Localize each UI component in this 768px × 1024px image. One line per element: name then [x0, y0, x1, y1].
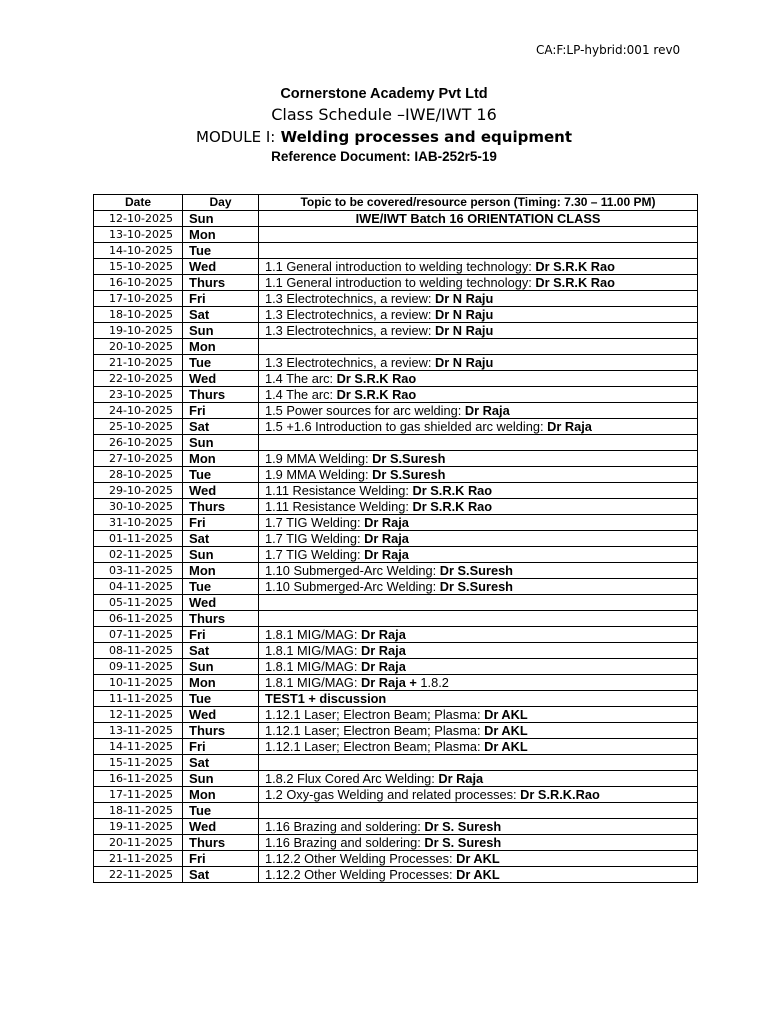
table-row: [94, 435, 698, 451]
topic-text: 1.8.1 MIG/MAG:: [265, 659, 362, 674]
resource-person: Dr S.Suresh: [372, 451, 446, 466]
day-cell: Sat: [183, 867, 259, 883]
topic-text: 1.7 TIG Welding:: [265, 515, 365, 530]
date-cell: 20-10-2025: [94, 339, 183, 355]
topic-text: 1.12.2 Other Welding Processes:: [265, 851, 457, 866]
topic-cell: [259, 611, 698, 627]
day-cell: Mon: [183, 451, 259, 467]
topic-text: 1.12.1 Laser; Electron Beam; Plasma:: [265, 739, 485, 754]
table-row: [94, 387, 698, 403]
topic-cell: [259, 227, 698, 243]
day-cell: Tue: [183, 467, 259, 483]
date-cell: 09-11-2025: [94, 659, 183, 675]
resource-person: Dr AKL: [484, 739, 528, 754]
day-cell: Tue: [183, 691, 259, 707]
resource-person: Dr S.Suresh: [439, 563, 514, 578]
table-row: [94, 243, 698, 259]
topic-text: 1.5 Power sources for arc welding:: [265, 403, 465, 418]
table-row: [94, 403, 698, 419]
topic-cell: [259, 531, 698, 547]
topic-cell: [259, 579, 698, 595]
day-cell: Sat: [183, 755, 259, 771]
resource-person: Dr Raja: [364, 547, 409, 562]
topic-cell: [259, 339, 698, 355]
reference-document: Reference Document: IAB-252r5-19: [271, 149, 497, 164]
topic-cell: [259, 403, 698, 419]
topic-cell: [259, 851, 698, 867]
table-row: [94, 771, 698, 787]
table-row: [94, 371, 698, 387]
topic-cell: [259, 691, 698, 707]
topic-cell: [259, 771, 698, 787]
day-cell: Mon: [183, 339, 259, 355]
table-row: [94, 547, 698, 563]
topic-text: 1.9 MMA Welding:: [265, 467, 373, 482]
resource-person: Dr AKL: [484, 723, 528, 738]
table-row: [94, 755, 698, 771]
day-cell: Fri: [183, 739, 259, 755]
resource-person: Dr S.R.K Rao: [336, 371, 417, 386]
date-cell: 25-10-2025: [94, 419, 183, 435]
topic-text: 1.7 TIG Welding:: [265, 531, 365, 546]
date-column-header: Date: [94, 195, 183, 211]
date-cell: 04-11-2025: [94, 579, 183, 595]
day-cell: Mon: [183, 227, 259, 243]
topic-cell: [259, 707, 698, 723]
topic-cell: [259, 515, 698, 531]
table-row: [94, 691, 698, 707]
resource-person: Dr S. Suresh: [424, 835, 502, 850]
date-cell: 29-10-2025: [94, 483, 183, 499]
topic-text: 1.8.2 Flux Cored Arc Welding:: [265, 771, 439, 786]
table-row: [94, 323, 698, 339]
day-cell: Tue: [183, 579, 259, 595]
day-cell: Fri: [183, 851, 259, 867]
table-row: [94, 355, 698, 371]
date-cell: 16-11-2025: [94, 771, 183, 787]
topic-cell: [259, 595, 698, 611]
date-cell: 05-11-2025: [94, 595, 183, 611]
day-cell: Sat: [183, 419, 259, 435]
topic-cell: [259, 419, 698, 435]
topic-text: 1.10 Submerged-Arc Welding:: [265, 579, 440, 594]
day-cell: Sun: [183, 547, 259, 563]
topic-cell: [259, 291, 698, 307]
topic-cell: [259, 787, 698, 803]
table-row: [94, 515, 698, 531]
topic-text: 1.2 Oxy-gas Welding and related processes:: [265, 787, 521, 802]
resource-person: Dr AKL: [456, 867, 500, 882]
day-cell: Mon: [183, 563, 259, 579]
topic-cell: [259, 323, 698, 339]
day-cell: Mon: [183, 787, 259, 803]
topic-cell: [259, 243, 698, 259]
topic-text: 1.12.1 Laser; Electron Beam; Plasma:: [265, 707, 485, 722]
resource-person: Dr N Raju: [435, 307, 494, 322]
topic-text: 1.1 General introduction to welding technology:: [265, 259, 536, 274]
topic-cell: [259, 739, 698, 755]
topic-text: 1.3 Electrotechnics, a review:: [265, 355, 435, 370]
table-row: [94, 339, 698, 355]
topic-text: 1.1 General introduction to welding technology:: [265, 275, 536, 290]
topic-cell: [259, 483, 698, 499]
table-row: [94, 707, 698, 723]
topic-cell: [259, 835, 698, 851]
resource-person: Dr Raja: [364, 515, 409, 530]
topic-text: 1.4 The arc:: [265, 371, 337, 386]
date-cell: 27-10-2025: [94, 451, 183, 467]
resource-person: Dr S.R.K Rao: [535, 275, 615, 290]
topic-cell: [259, 307, 698, 323]
resource-person: Dr Raja: [361, 659, 406, 674]
day-column-header: Day: [183, 195, 259, 211]
topic-text: 1.3 Electrotechnics, a review:: [265, 323, 435, 338]
table-row: [94, 611, 698, 627]
day-cell: Tue: [183, 243, 259, 259]
module-label: MODULE I:: [196, 128, 276, 146]
date-cell: 31-10-2025: [94, 515, 183, 531]
day-cell: Sat: [183, 531, 259, 547]
day-cell: Sun: [183, 659, 259, 675]
date-cell: 20-11-2025: [94, 835, 183, 851]
day-cell: Thurs: [183, 275, 259, 291]
day-cell: Sat: [183, 643, 259, 659]
topic-text: 1.11 Resistance Welding:: [265, 483, 413, 498]
resource-person: Dr N Raju: [435, 323, 494, 338]
resource-person: Dr S. Suresh: [424, 819, 502, 834]
table-row: [94, 851, 698, 867]
resource-person: Dr S.R.K Rao: [412, 499, 493, 514]
resource-person: Dr S.R.K Rao: [412, 483, 493, 498]
table-row: [94, 739, 698, 755]
day-cell: Mon: [183, 675, 259, 691]
table-row: [94, 307, 698, 323]
date-cell: 14-11-2025: [94, 739, 183, 755]
table-row: [94, 451, 698, 467]
day-cell: Wed: [183, 483, 259, 499]
day-cell: Sun: [183, 435, 259, 451]
topic-text: IWE/IWT Batch 16 ORIENTATION CLASS: [355, 211, 601, 226]
topic-text: 1.8.1 MIG/MAG:: [265, 675, 362, 690]
date-cell: 28-10-2025: [94, 467, 183, 483]
topic-text: 1.16 Brazing and soldering:: [265, 835, 425, 850]
topic-text: 1.4 The arc:: [265, 387, 337, 402]
table-row: [94, 499, 698, 515]
schedule-table: [93, 194, 698, 883]
day-cell: Thurs: [183, 499, 259, 515]
resource-person: Dr S.R.K.Rao: [520, 787, 600, 802]
topic-cell: [259, 211, 698, 227]
date-cell: 19-11-2025: [94, 819, 183, 835]
topic-column-header: Topic to be covered/resource person (Timing: 7.30 – 11.00 PM): [259, 195, 698, 211]
day-cell: Wed: [183, 707, 259, 723]
date-cell: 23-10-2025: [94, 387, 183, 403]
topic-cell: [259, 435, 698, 451]
topic-text: 1.3 Electrotechnics, a review:: [265, 307, 435, 322]
resource-person: Dr S.Suresh: [372, 467, 446, 482]
resource-person: Dr Raja +: [361, 675, 417, 690]
table-row: [94, 803, 698, 819]
document-reference-code: CA:F:LP-hybrid:001 rev0: [536, 43, 681, 57]
resource-person: Dr S.R.K Rao: [336, 387, 417, 402]
date-cell: 10-11-2025: [94, 675, 183, 691]
date-cell: 14-10-2025: [94, 243, 183, 259]
date-cell: 17-11-2025: [94, 787, 183, 803]
table-row: [94, 787, 698, 803]
day-cell: Sun: [183, 323, 259, 339]
date-cell: 01-11-2025: [94, 531, 183, 547]
day-cell: Wed: [183, 595, 259, 611]
date-cell: 15-11-2025: [94, 755, 183, 771]
day-cell: Thurs: [183, 387, 259, 403]
table-row: [94, 723, 698, 739]
resource-person: Dr Raja: [438, 771, 484, 786]
table-row: [94, 467, 698, 483]
resource-person: Dr Raja: [361, 643, 406, 658]
day-cell: Sun: [183, 771, 259, 787]
topic-text: 1.7 TIG Welding:: [265, 547, 365, 562]
topic-text: 1.9 MMA Welding:: [265, 451, 373, 466]
date-cell: 13-10-2025: [94, 227, 183, 243]
date-cell: 06-11-2025: [94, 611, 183, 627]
date-cell: 21-10-2025: [94, 355, 183, 371]
table-row: [94, 227, 698, 243]
date-cell: 12-10-2025: [94, 211, 183, 227]
topic-cell: [259, 371, 698, 387]
resource-person: Dr S.Suresh: [439, 579, 514, 594]
date-cell: 03-11-2025: [94, 563, 183, 579]
table-row: [94, 867, 698, 883]
topic-cell: [259, 259, 698, 275]
day-cell: Wed: [183, 819, 259, 835]
resource-person: Dr Raja: [547, 419, 592, 434]
table-row: [94, 675, 698, 691]
topic-cell: [259, 755, 698, 771]
date-cell: 26-10-2025: [94, 435, 183, 451]
day-cell: Fri: [183, 291, 259, 307]
topic-text: 1.8.1 MIG/MAG:: [265, 627, 362, 642]
table-row: [94, 275, 698, 291]
topic-text: 1.12.2 Other Welding Processes:: [265, 867, 457, 882]
date-cell: 15-10-2025: [94, 259, 183, 275]
date-cell: 24-10-2025: [94, 403, 183, 419]
table-row: [94, 595, 698, 611]
date-cell: 07-11-2025: [94, 627, 183, 643]
date-cell: 19-10-2025: [94, 323, 183, 339]
table-row: [94, 419, 698, 435]
topic-cell: [259, 499, 698, 515]
date-cell: 08-11-2025: [94, 643, 183, 659]
table-row: [94, 627, 698, 643]
topic-cell: [259, 355, 698, 371]
topic-text: 1.3 Electrotechnics, a review:: [265, 291, 435, 306]
day-cell: Tue: [183, 803, 259, 819]
topic-cell: [259, 451, 698, 467]
topic-cell: [259, 563, 698, 579]
schedule-title: Class Schedule –IWE/IWT 16: [271, 105, 497, 124]
day-cell: Sun: [183, 211, 259, 227]
topic-suffix: 1.8.2: [416, 675, 449, 690]
resource-person: Dr Raja: [464, 403, 510, 418]
topic-cell: [259, 803, 698, 819]
day-cell: Wed: [183, 259, 259, 275]
resource-person: Dr AKL: [456, 851, 500, 866]
topic-text: 1.5 +1.6 Introduction to gas shielded arc welding:: [265, 419, 548, 434]
topic-cell: [259, 675, 698, 691]
table-row: [94, 643, 698, 659]
day-cell: Fri: [183, 627, 259, 643]
topic-text: 1.11 Resistance Welding:: [265, 499, 413, 514]
resource-person: Dr Raja: [361, 627, 406, 642]
topic-text: 1.10 Submerged-Arc Welding:: [265, 563, 440, 578]
resource-person: Dr AKL: [484, 707, 528, 722]
date-cell: 22-11-2025: [94, 867, 183, 883]
table-row: [94, 531, 698, 547]
date-cell: 17-10-2025: [94, 291, 183, 307]
topic-cell: [259, 659, 698, 675]
date-cell: 18-11-2025: [94, 803, 183, 819]
topic-cell: [259, 819, 698, 835]
table-row: [94, 291, 698, 307]
day-cell: Sat: [183, 307, 259, 323]
table-row: [94, 211, 698, 227]
date-cell: 21-11-2025: [94, 851, 183, 867]
topic-cell: [259, 627, 698, 643]
table-row: [94, 819, 698, 835]
module-heading: [0, 128, 768, 146]
topic-cell: [259, 547, 698, 563]
day-cell: Thurs: [183, 723, 259, 739]
topic-cell: [259, 387, 698, 403]
topic-text: 1.8.1 MIG/MAG:: [265, 643, 362, 658]
resource-person: Dr N Raju: [435, 355, 494, 370]
date-cell: 02-11-2025: [94, 547, 183, 563]
topic-text: TEST1 + discussion: [265, 691, 387, 706]
topic-cell: [259, 275, 698, 291]
topic-text: 1.16 Brazing and soldering:: [265, 819, 425, 834]
date-cell: 22-10-2025: [94, 371, 183, 387]
resource-person: Dr N Raju: [435, 291, 494, 306]
day-cell: Fri: [183, 403, 259, 419]
topic-text: 1.12.1 Laser; Electron Beam; Plasma:: [265, 723, 485, 738]
date-cell: 30-10-2025: [94, 499, 183, 515]
resource-person: Dr Raja: [364, 531, 409, 546]
table-row: [94, 659, 698, 675]
day-cell: Fri: [183, 515, 259, 531]
table-row: [94, 579, 698, 595]
table-row: [94, 483, 698, 499]
date-cell: 12-11-2025: [94, 707, 183, 723]
date-cell: 18-10-2025: [94, 307, 183, 323]
topic-cell: [259, 643, 698, 659]
date-cell: 16-10-2025: [94, 275, 183, 291]
day-cell: Thurs: [183, 611, 259, 627]
day-cell: Wed: [183, 371, 259, 387]
date-cell: 13-11-2025: [94, 723, 183, 739]
table-header-row: [94, 195, 698, 211]
organization-name: Cornerstone Academy Pvt Ltd: [280, 86, 488, 102]
table-row: [94, 835, 698, 851]
day-cell: Thurs: [183, 835, 259, 851]
topic-cell: [259, 867, 698, 883]
day-cell: Tue: [183, 355, 259, 371]
topic-cell: [259, 467, 698, 483]
date-cell: 11-11-2025: [94, 691, 183, 707]
table-row: [94, 259, 698, 275]
module-name: Welding processes and equipment: [275, 128, 572, 146]
topic-cell: [259, 723, 698, 739]
table-row: [94, 563, 698, 579]
resource-person: Dr S.R.K Rao: [535, 259, 615, 274]
